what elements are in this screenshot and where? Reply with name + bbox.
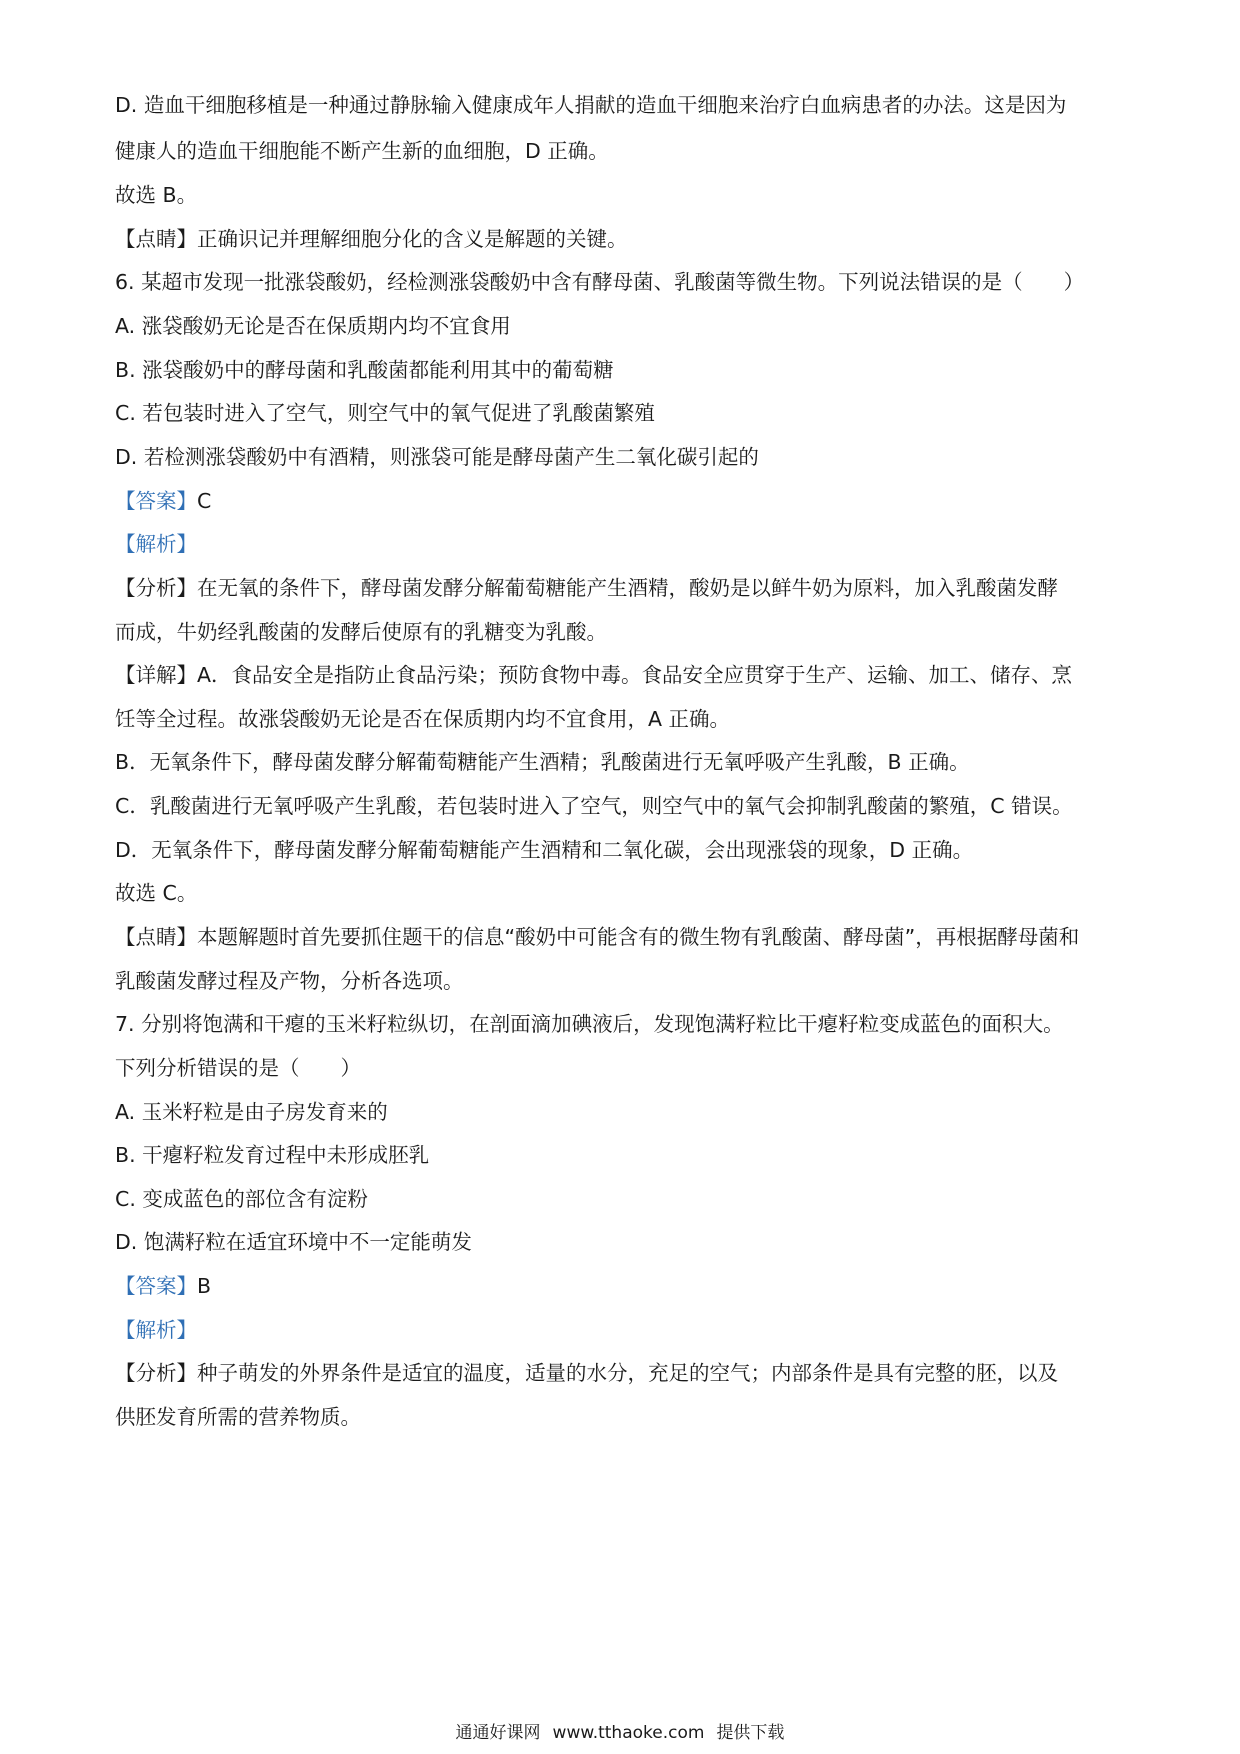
answer-value: C bbox=[197, 489, 212, 513]
question-7-stem: 7. 分别将饱满和干瘪的玉米籽粒纵切，在剖面滴加碘液后，发现饱满籽粒比干瘪籽粒变成蓝色的面积大。 bbox=[115, 1012, 1064, 1036]
text-line: 【点睛】本题解题时首先要抓住题干的信息“酸奶中可能含有的微生物有乳酸菌、酵母菌”，再根据酵母菌和 bbox=[115, 925, 1080, 949]
analysis-label: 【解析】 bbox=[115, 1318, 197, 1342]
analysis-label: 【解析】 bbox=[115, 532, 197, 556]
question-7-option-a: A. 玉米籽粒是由子房发育来的 bbox=[115, 1100, 388, 1124]
answer-label: 【答案】 bbox=[115, 489, 197, 513]
text-line: 乳酸菌发酵过程及产物，分析各选项。 bbox=[115, 969, 464, 993]
text-line: B．无氧条件下，酵母菌发酵分解葡萄糖能产生酒精；乳酸菌进行无氧呼吸产生乳酸，B 正确。 bbox=[115, 750, 970, 774]
text-line: 【点睛】正确识记并理解细胞分化的含义是解题的关键。 bbox=[115, 227, 628, 251]
text-line: 故选 C。 bbox=[115, 881, 198, 905]
answer-line-q7 bbox=[115, 1271, 1135, 1301]
answer-value: B bbox=[197, 1274, 212, 1298]
footer-tagline: 提供下载 bbox=[716, 1723, 785, 1743]
question-7-option-c: C. 变成蓝色的部位含有淀粉 bbox=[115, 1187, 368, 1211]
text-line: 而成，牛奶经乳酸菌的发酵后使原有的乳糖变为乳酸。 bbox=[115, 620, 607, 644]
answer-line-q6 bbox=[115, 486, 1135, 516]
question-6-option-c: C. 若包装时进入了空气，则空气中的氧气促进了乳酸菌繁殖 bbox=[115, 401, 655, 425]
question-6-option-a: A. 涨袋酸奶无论是否在保质期内均不宜食用 bbox=[115, 314, 511, 338]
text-line: 饪等全过程。故涨袋酸奶无论是否在保质期内均不宜食用，A 正确。 bbox=[115, 707, 731, 731]
footer-site-name: 通通好课网 bbox=[455, 1723, 541, 1743]
footer-url[interactable]: www.tthaoke.com bbox=[552, 1723, 705, 1743]
question-7-option-b: B. 干瘪籽粒发育过程中未形成胚乳 bbox=[115, 1143, 430, 1167]
text-line: 供胚发育所需的营养物质。 bbox=[115, 1405, 361, 1429]
question-6-option-b: B. 涨袋酸奶中的酵母菌和乳酸菌都能利用其中的葡萄糖 bbox=[115, 358, 614, 382]
text-line: 健康人的造血干细胞能不断产生新的血细胞，D 正确。 bbox=[115, 139, 609, 163]
question-7-stem-cont: 下列分析错误的是（ ） bbox=[115, 1056, 361, 1080]
answer-label: 【答案】 bbox=[115, 1274, 197, 1298]
text-line: C．乳酸菌进行无氧呼吸产生乳酸，若包装时进入了空气，则空气中的氧气会抑制乳酸菌的繁殖，C 错误。 bbox=[115, 794, 1073, 818]
text-line: 【分析】种子萌发的外界条件是适宜的温度，适量的水分，充足的空气；内部条件是具有完整的胚，以及 bbox=[115, 1361, 1058, 1385]
question-7-option-d: D. 饱满籽粒在适宜环境中不一定能萌发 bbox=[115, 1230, 472, 1254]
question-6-stem: 6. 某超市发现一批涨袋酸奶，经检测涨袋酸奶中含有酵母菌、乳酸菌等微生物。下列说法错误的是（ ） bbox=[115, 270, 1085, 294]
text-line: 【详解】A．食品安全是指防止食品污染；预防食物中毒。食品安全应贯穿于生产、运输、加工、储存、烹 bbox=[115, 663, 1073, 687]
page-footer bbox=[0, 1721, 1240, 1745]
text-line: D. 造血干细胞移植是一种通过静脉输入健康成年人捐献的造血干细胞来治疗白血病患者的办法。这是因为 bbox=[115, 93, 1067, 117]
question-6-option-d: D. 若检测涨袋酸奶中有酒精，则涨袋可能是酵母菌产生二氧化碳引起的 bbox=[115, 445, 759, 469]
text-line: 【分析】在无氧的条件下，酵母菌发酵分解葡萄糖能产生酒精，酸奶是以鲜牛奶为原料，加入乳酸菌发酵 bbox=[115, 576, 1058, 600]
text-line: 故选 B。 bbox=[115, 183, 198, 207]
text-line: D．无氧条件下，酵母菌发酵分解葡萄糖能产生酒精和二氧化碳，会出现涨袋的现象，D 正确。 bbox=[115, 838, 974, 862]
